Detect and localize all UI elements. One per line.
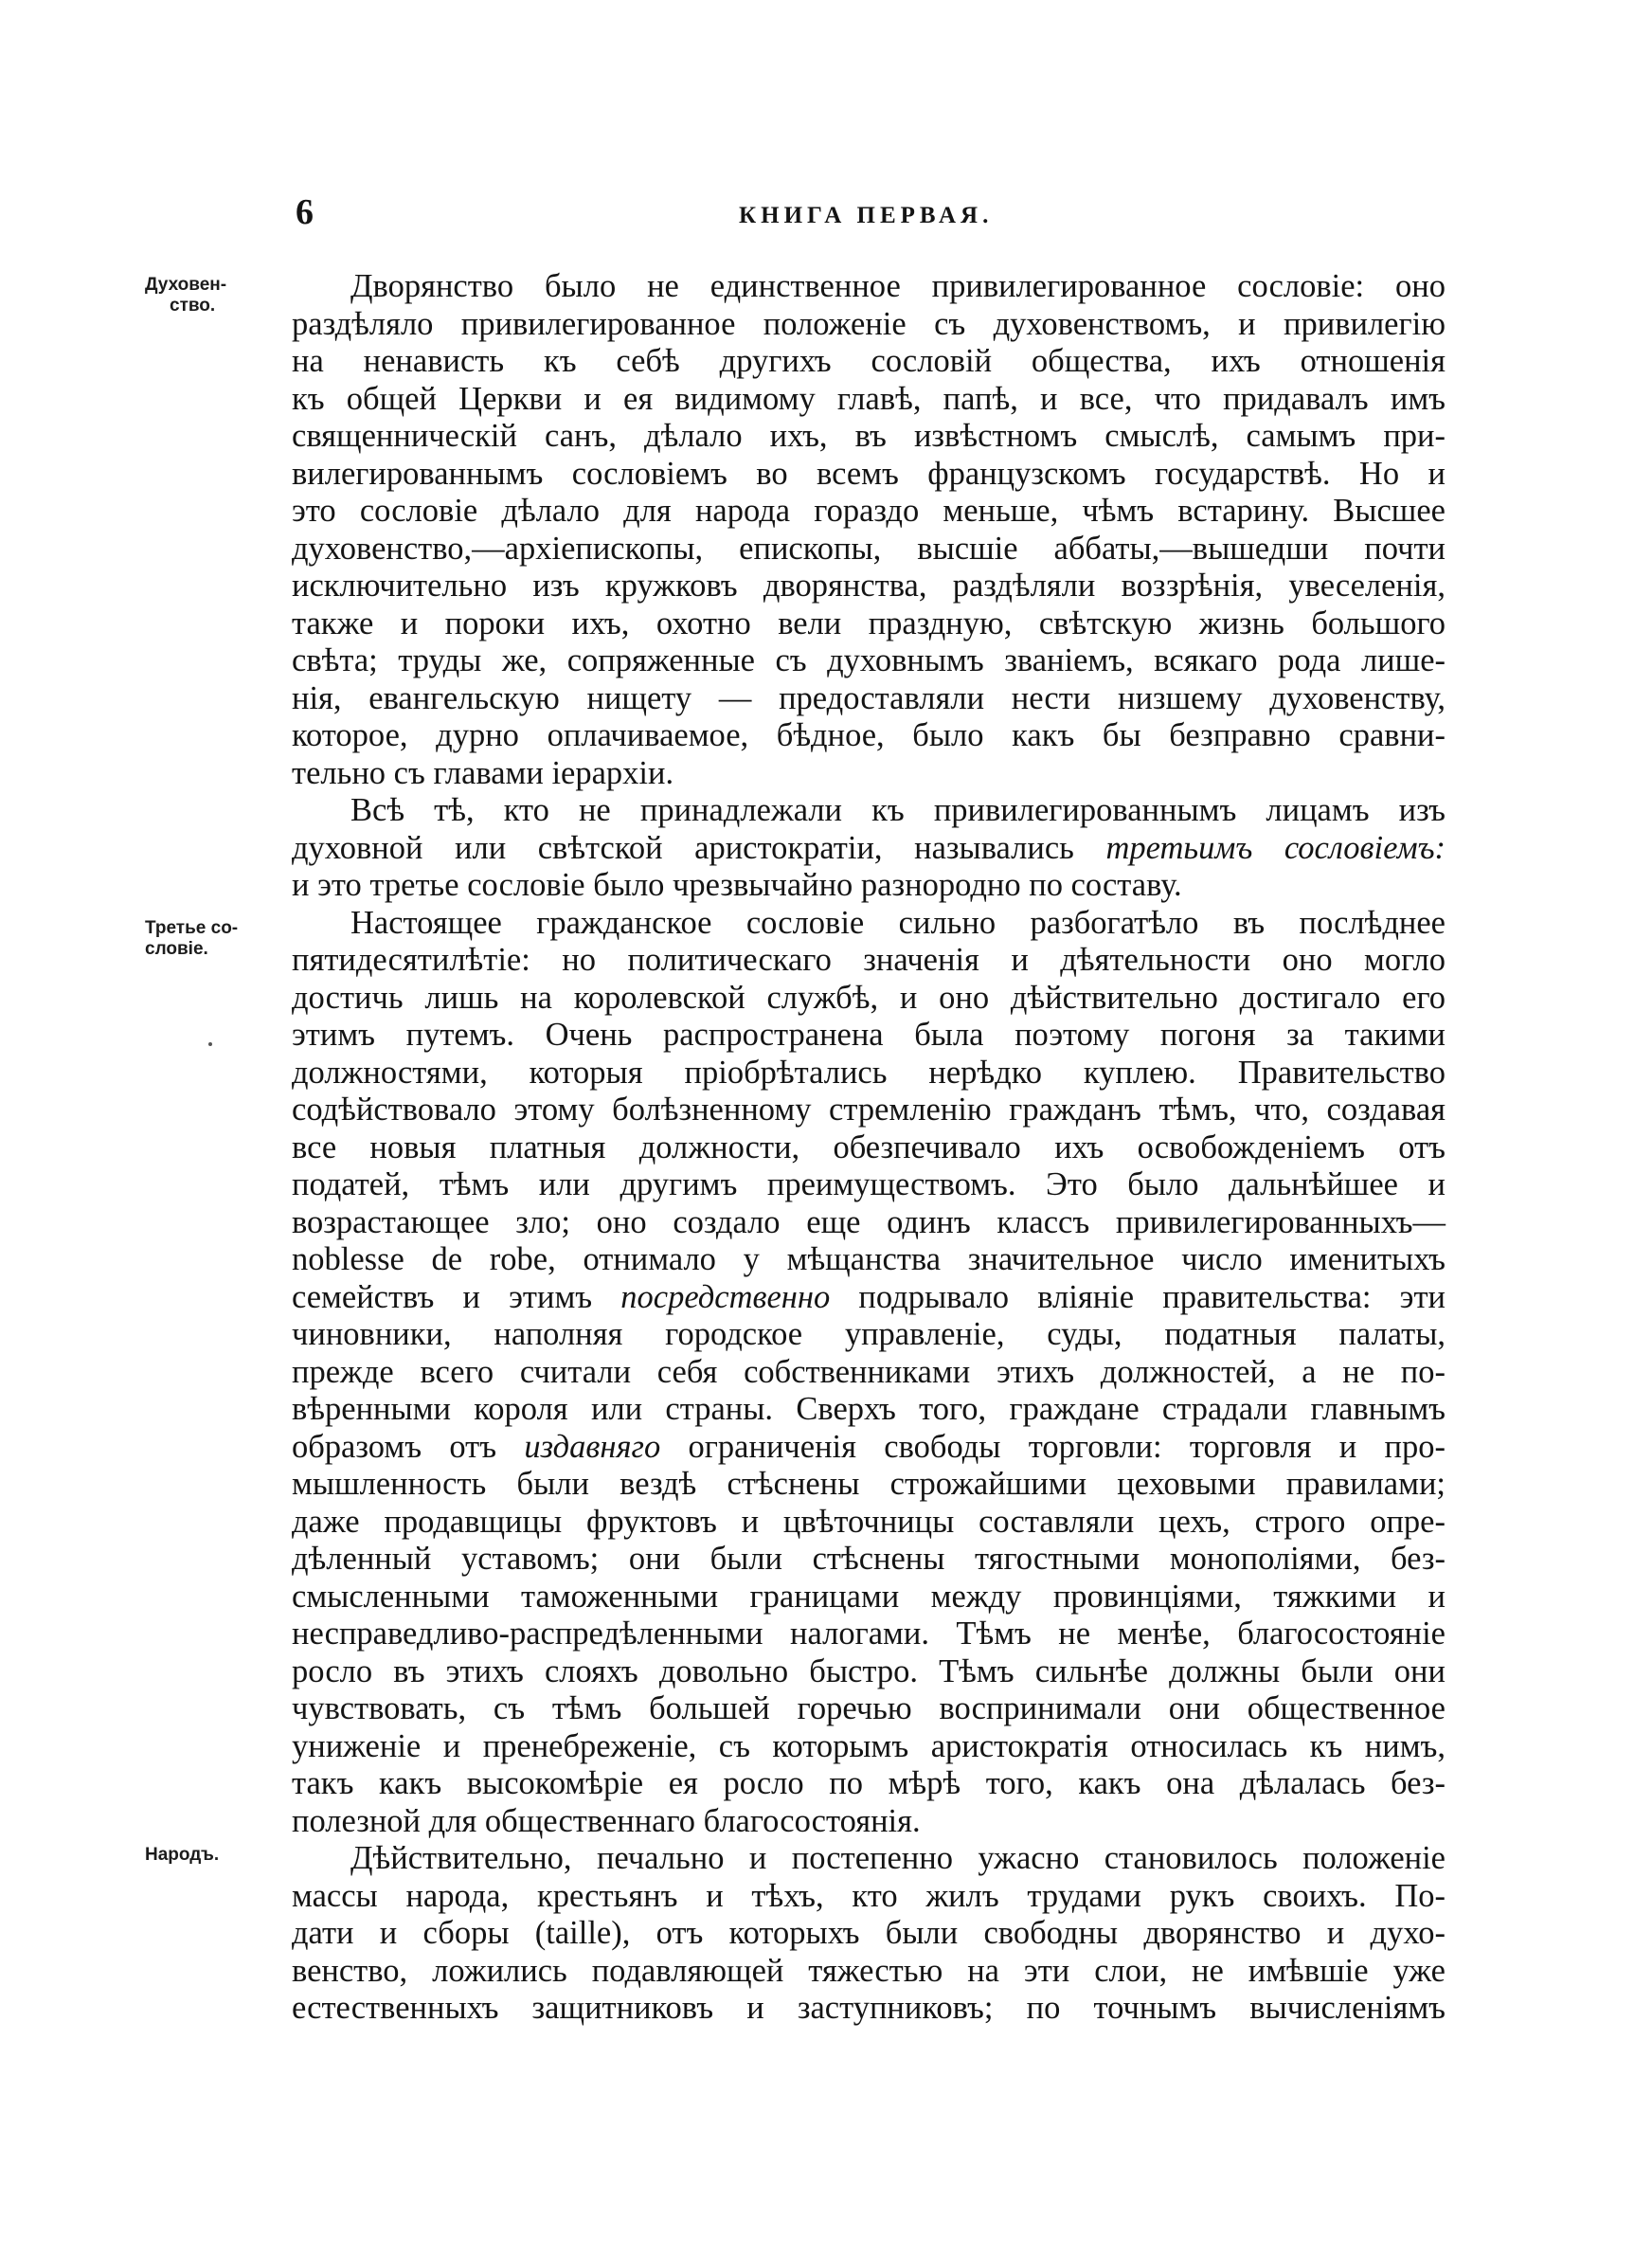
text-line <box>292 1653 1446 1691</box>
text-segment: которое, дурно оплачиваемое, бѣдное, было какъ бы безправно сравни- <box>292 717 1446 753</box>
text-segment: чиновники, наполняя городское управленіе, суды, податныя палаты, <box>292 1316 1446 1352</box>
text-segment: вилегированнымъ сословіемъ во всемъ французскомъ государствѣ. Но и <box>292 455 1446 492</box>
text-segment: пятидесятилѣтіе: но политическаго значенія и дѣятельности оно могло <box>292 942 1446 978</box>
emphasized-text: посредственно <box>620 1278 831 1315</box>
text-line <box>292 1616 1446 1653</box>
emphasized-text: издавняго <box>524 1428 661 1465</box>
text-line <box>292 1354 1446 1392</box>
text-line <box>292 531 1446 569</box>
margin-note-third-estate <box>145 918 266 960</box>
text-segment: раздѣляло привилегированное положеніе съ духовенствомъ, и привилегію <box>292 305 1446 342</box>
text-line <box>292 1728 1446 1766</box>
running-title: КНИГА ПЕРВАЯ. <box>739 203 994 228</box>
text-line <box>292 1055 1446 1092</box>
text-segment: подрывало вліяніе правительства: эти <box>830 1278 1446 1315</box>
body-text <box>292 268 1446 2028</box>
text-segment: духовенство,—архіепископы, епископы, высшіе аббаты,—вышедши почти <box>292 530 1446 567</box>
text-segment: исключительно изъ кружковъ дворянства, раздѣляли воззрѣнія, увеселенія, <box>292 568 1446 604</box>
text-segment: смысленными таможенными границами между провинціями, тяжкими и <box>292 1578 1446 1615</box>
text-segment: униженіе и пренебреженіе, съ которымъ аристократія относилась къ нимъ, <box>292 1727 1446 1764</box>
text-line <box>292 1092 1446 1129</box>
text-segment: священническій санъ, дѣлало ихъ, въ извѣстномъ смыслѣ, самымъ при- <box>292 418 1446 454</box>
text-line <box>292 1878 1446 1916</box>
text-segment: тельно съ главами іерархіи. <box>292 754 674 791</box>
text-segment: ограниченія свободы торговли: торговля и про- <box>660 1428 1446 1465</box>
text-segment: и это третье сословіе было чрезвычайно разнородно по составу. <box>292 867 1182 903</box>
text-line <box>292 1690 1446 1728</box>
text-segment: Всѣ тѣ, кто не принадлежали къ привилегированнымъ лицамъ изъ <box>350 792 1446 828</box>
margin-note-line: ство. <box>170 296 216 316</box>
text-line <box>292 1765 1446 1803</box>
text-line <box>292 343 1446 381</box>
text-line <box>292 905 1446 943</box>
text-segment: содѣйствовало этому болѣзненному стремленію гражданъ тѣмъ, что, создавая <box>292 1092 1446 1128</box>
text-line <box>292 1504 1446 1542</box>
text-segment: дати и сборы (taille), отъ которыхъ были свободны дворянство и духо- <box>292 1915 1446 1951</box>
text-segment: должностями, которыя пріобрѣтались нерѣдко куплею. Правительство <box>292 1054 1446 1091</box>
text-line <box>292 1166 1446 1204</box>
text-segment: массы народа, крестьянъ и тѣхъ, кто жилъ трудами рукъ своихъ. По- <box>292 1877 1446 1914</box>
margin-note-people <box>145 1845 266 1866</box>
paragraph <box>292 1840 1446 2028</box>
text-segment: также и пороки ихъ, охотно вели праздную, свѣтскую жизнь большого <box>292 605 1446 641</box>
text-line <box>292 418 1446 456</box>
text-segment: чувствовать, съ тѣмъ большей горечью воспринимали они общественное <box>292 1690 1446 1726</box>
text-line <box>292 830 1446 868</box>
text-segment: noblesse de robe, отнимало у мѣщанства значительное число именитыхъ <box>292 1241 1446 1277</box>
text-segment: податей, тѣмъ или другимъ преимуществомъ. Это было дальнѣйшее и <box>292 1166 1446 1202</box>
text-line <box>292 980 1446 1018</box>
text-line <box>292 1466 1446 1504</box>
paragraph <box>292 905 1446 1841</box>
text-segment: полезной для общественнаго благосостоянія. <box>292 1802 921 1839</box>
margin-note-line: Духовен- <box>145 275 227 295</box>
paragraph <box>292 268 1446 792</box>
text-segment: Настоящее гражданское сословіе сильно разбогатѣло въ послѣднее <box>350 904 1446 941</box>
text-segment: на ненависть къ себѣ другихъ сословій общества, ихъ отношенія <box>292 343 1446 379</box>
text-line <box>292 605 1446 643</box>
text-line <box>292 942 1446 980</box>
margin-note-line: Народъ. <box>145 1845 220 1865</box>
text-segment: естественныхъ защитниковъ и заступниковъ; по точнымъ вычисленіямъ <box>292 1990 1446 2026</box>
text-segment: росло въ этихъ слояхъ довольно быстро. Тѣмъ сильнѣе должны были они <box>292 1652 1446 1689</box>
text-segment: семействъ и этимъ <box>292 1278 621 1315</box>
text-line <box>292 1316 1446 1354</box>
text-segment: нія, евангельскую нищету — предоставляли нести низшему духовенству, <box>292 679 1446 716</box>
text-segment: это сословіе дѣлало для народа гораздо меньше, чѣмъ встарину. Высшее <box>292 493 1446 529</box>
text-segment: вѣренными короля или страны. Сверхъ того, граждане страдали главнымъ <box>292 1391 1446 1427</box>
text-line <box>292 1803 1446 1841</box>
text-line <box>292 680 1446 718</box>
paragraph <box>292 792 1446 905</box>
text-line <box>292 1129 1446 1167</box>
text-line <box>292 717 1446 755</box>
page-number: 6 <box>296 192 314 232</box>
text-line <box>292 456 1446 494</box>
text-line <box>292 493 1446 531</box>
text-line <box>292 1840 1446 1878</box>
text-segment: такъ какъ высокомѣріе ея росло по мѣрѣ того, какъ она дѣлалась без- <box>292 1765 1446 1801</box>
stray-print-dot <box>208 1042 212 1046</box>
text-line <box>292 1279 1446 1317</box>
text-line <box>292 1017 1446 1055</box>
text-segment: дѣленный уставомъ; они были стѣснены тягостными монополіями, без- <box>292 1541 1446 1577</box>
text-line <box>292 1429 1446 1467</box>
text-segment: къ общей Церкви и ея видимому главѣ, папѣ, и все, что придавалъ имъ <box>292 380 1446 417</box>
text-segment: образомъ отъ <box>292 1428 525 1465</box>
text-segment: возрастающее зло; оно создало еще одинъ классъ привилегированныхъ— <box>292 1203 1446 1240</box>
text-line <box>292 642 1446 680</box>
text-line <box>292 1204 1446 1242</box>
margin-note-line: словіе. <box>145 939 208 959</box>
text-line <box>292 1541 1446 1579</box>
text-segment: все новыя платныя должности, обезпечивало ихъ освобожденіемъ отъ <box>292 1128 1446 1165</box>
text-line <box>292 568 1446 605</box>
text-segment: этимъ путемъ. Очень распространена была поэтому погоня за такими <box>292 1017 1446 1053</box>
margin-note-line: Третье со- <box>145 918 239 938</box>
text-segment: достичь лишь на королевской службѣ, и оно дѣйствительно достигало его <box>292 979 1446 1016</box>
text-segment: Дѣйствительно, печально и постепенно ужасно становилось положеніе <box>350 1840 1446 1876</box>
text-line <box>292 1953 1446 1991</box>
text-segment: прежде всего считали себя собственниками этихъ должностей, а не по- <box>292 1353 1446 1390</box>
text-line <box>292 1579 1446 1616</box>
text-segment: свѣта; труды же, сопряженные съ духовнымъ званіемъ, всякаго рода лише- <box>292 642 1446 678</box>
text-segment: мышленность были вездѣ стѣснены строжайшими цеховыми правилами; <box>292 1466 1446 1502</box>
text-segment: Дворянство было не единственное привилегированное сословіе: оно <box>350 268 1446 304</box>
text-segment: венство, ложились подавляющей тяжестью на эти слои, не имѣвшіе уже <box>292 1952 1446 1989</box>
text-line <box>292 381 1446 419</box>
text-line <box>292 306 1446 344</box>
text-segment: даже продавщицы фруктовъ и цвѣточницы составляли цехъ, строго опре- <box>292 1503 1446 1540</box>
text-segment: духовной или свѣтской аристократіи, назывались <box>292 829 1106 866</box>
text-segment: несправедливо-распредѣленными налогами. Тѣмъ не менѣе, благосостояніе <box>292 1616 1446 1652</box>
margin-note-clergy <box>145 275 266 316</box>
text-line <box>292 1391 1446 1429</box>
emphasized-text: третьимъ сословіемъ: <box>1105 829 1446 866</box>
text-line <box>292 1241 1446 1279</box>
text-line <box>292 755 1446 793</box>
text-line <box>292 1915 1446 1953</box>
text-line <box>292 792 1446 830</box>
text-line <box>292 867 1446 905</box>
text-line <box>292 268 1446 306</box>
text-line <box>292 1990 1446 2028</box>
